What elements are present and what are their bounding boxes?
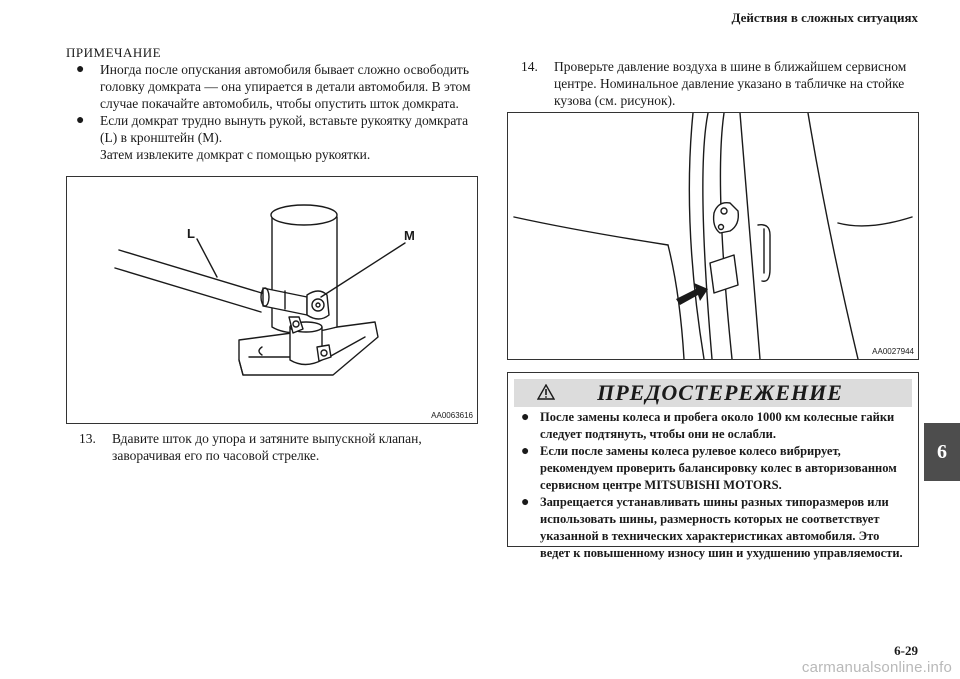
note-bullet [66, 112, 486, 163]
warning-line: указанной в технических характеристиках автомобиля. Это [540, 529, 880, 543]
warning-line: ведет к повышенному износу шин и ухудшению управляемости. [540, 546, 903, 560]
note-line: случае покачайте автомобиль, чтобы опустить шток домкрата. [100, 96, 459, 111]
note-bullet [66, 61, 486, 112]
door-pillar-illustration [507, 112, 919, 360]
door-pillar-drawing [508, 113, 918, 359]
step-line: центре. Номинальное давление указано в табличке на стойке [554, 76, 905, 91]
step-line: заворачивая его по часовой стрелке. [112, 448, 320, 463]
note-heading: ПРИМЕЧАНИЕ [66, 45, 162, 60]
bullet-dot-icon: ● [521, 495, 530, 510]
warning-line: рекомендуем проверить балансировку колес в авторизованном [540, 461, 897, 475]
bullet-dot-icon: ● [521, 410, 530, 425]
note-line: Иногда после опускания автомобиля бывает сложно освободить [100, 62, 469, 77]
chapter-tab: 6 [924, 423, 960, 481]
warning-bullet [520, 409, 910, 443]
label-m: M [404, 228, 415, 243]
warning-triangle-icon [537, 384, 555, 400]
label-l: L [187, 226, 195, 241]
step-line: Проверьте давление воздуха в шине в ближайшем сервисном [554, 59, 907, 74]
page-number: 6-29 [894, 643, 918, 658]
figure-code: AA0063616 [431, 411, 473, 420]
step-number: 14. [521, 59, 538, 74]
watermark: carmanualsonline.info [801, 659, 952, 676]
step-14 [521, 58, 921, 109]
note-line: Затем извлеките домкрат с помощью рукоятки. [100, 147, 371, 162]
step-number: 13. [79, 431, 96, 446]
bullet-dot-icon: ● [76, 62, 85, 77]
step-13 [79, 430, 499, 464]
step-line: Вдавите шток до упора и затяните выпускной клапан, [112, 431, 422, 446]
note-line: Если домкрат трудно вынуть рукой, вставьте рукоятку домкрата [100, 113, 469, 128]
note-line: головку домкрата — она упирается в детали автомобиля. В этом [100, 79, 471, 94]
jack-drawing [67, 177, 477, 423]
warning-body [520, 409, 910, 562]
step-line: кузова (см. рисунок). [554, 93, 676, 108]
warning-bullet [520, 494, 910, 562]
bullet-dot-icon: ● [521, 444, 530, 459]
note-block [66, 44, 486, 163]
warning-line: После замены колеса и пробега около 1000 км колесные гайки [540, 410, 895, 424]
section-title: Действия в сложных ситуациях [731, 10, 918, 25]
jack-illustration [66, 176, 478, 424]
warning-line: использовать шины, размерность которых не соответствует [540, 512, 880, 526]
warning-box [507, 372, 919, 560]
warning-line: Запрещается устанавливать шины разных типоразмеров или [540, 495, 889, 509]
warning-line: следует подтянуть, чтобы они не ослабли. [540, 427, 776, 441]
figure-code: AA0027944 [872, 347, 914, 356]
bullet-dot-icon: ● [76, 113, 85, 128]
warning-header [514, 379, 912, 407]
warning-line: Если после замены колеса рулевое колесо вибрирует, [540, 444, 841, 458]
warning-title: ПРЕДОСТЕРЕЖЕНИЕ [597, 380, 843, 405]
note-line: (L) в кронштейн (M). [100, 130, 223, 145]
warning-line: сервисном центре MITSUBISHI MOTORS. [540, 478, 782, 492]
warning-bullet [520, 443, 910, 494]
